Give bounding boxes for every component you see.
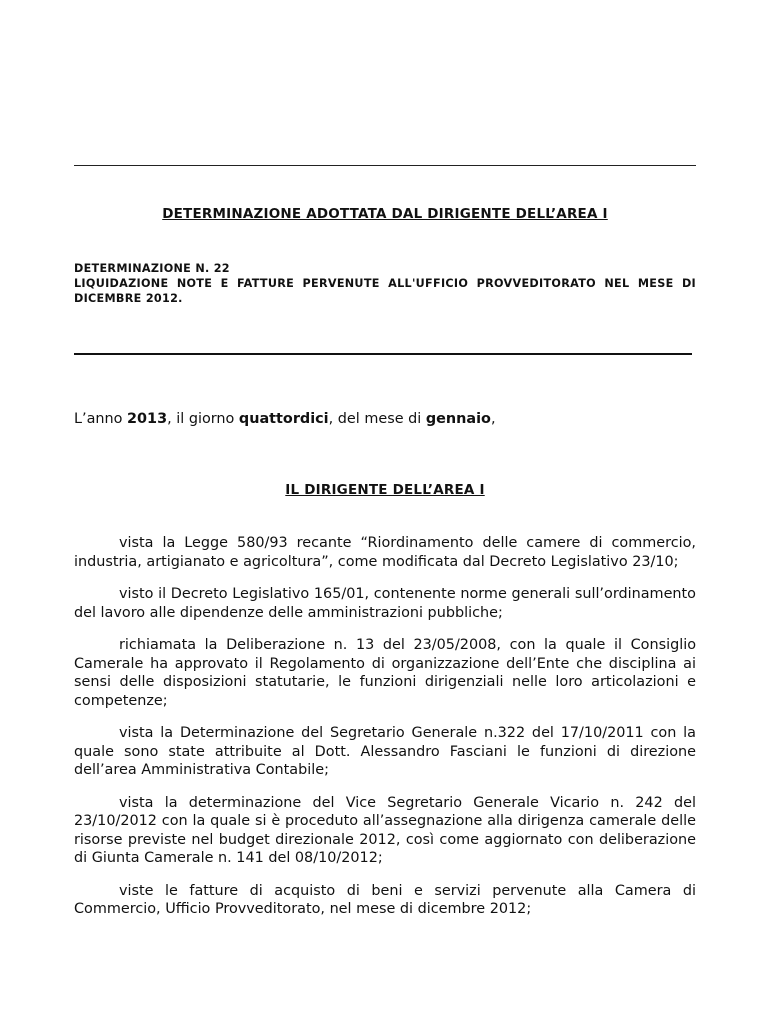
paragraph: visto il Decreto Legislativo 165/01, contenente norme generali sull’ordinamento del lavoro alle dipendenze delle amministrazioni pubbliche; (74, 586, 696, 621)
paragraph: viste le fatture di acquisto di beni e servizi pervenute alla Camera di Commercio, Ufficio Provveditorato, nel mese di dicembre 2012; (74, 882, 696, 917)
document-title: DETERMINAZIONE ADOTTATA DAL DIRIGENTE DELL’AREA I (162, 206, 608, 222)
intro-text: , il giorno (167, 411, 239, 427)
intro-text: , del mese di (328, 411, 426, 427)
intro-day: quattordici (238, 411, 329, 427)
intro-year: 2013 (127, 411, 168, 427)
top-rule (74, 165, 696, 166)
determination-header (74, 261, 696, 306)
paragraph: vista la determinazione del Vice Segretario Generale Vicario n. 242 del 23/10/2012 con la quale si è proceduto all’assegnazione alla dirigenza camerale delle risorse previste nel budget direzionale 2012, così come aggiornato con deliberazione di Giunta Camerale n. 141 del 08/10/2012; (74, 794, 696, 866)
intro-text: , (490, 411, 496, 427)
intro-line (74, 411, 696, 427)
determination-number: DETERMINAZIONE N. 22 (74, 262, 230, 275)
paragraph: vista la Determinazione del Segretario Generale n.322 del 17/10/2011 con la quale sono state attribuite al Dott. Alessandro Fasciani le funzioni di direzione dell’area Amministrativa Contabile; (74, 725, 696, 778)
paragraph: vista la Legge 580/93 recante “Riordinamento delle camere di commercio, industria, artigianato e agricoltura”, come modificata dal Decreto Legislativo 23/10; (74, 535, 696, 570)
paragraph: richiamata la Deliberazione n. 13 del 23/05/2008, con la quale il Consiglio Camerale ha approvato il Regolamento di organizzazione dell’Ente che disciplina ai sensi delle disposizioni statutarie, le funzioni dirigenziali nelle loro articolazioni e competenze; (74, 637, 696, 709)
determination-subject: LIQUIDAZIONE NOTE E FATTURE PERVENUTE ALL'UFFICIO PROVVEDITORATO NEL MESE DI DICEMBRE 2012. (74, 277, 696, 305)
intro-text: L’anno (74, 411, 128, 427)
section-title: IL DIRIGENTE DELL’AREA I (285, 482, 485, 498)
intro-month: gennaio (425, 411, 491, 427)
heavy-rule (74, 353, 692, 355)
document-body (74, 534, 696, 933)
